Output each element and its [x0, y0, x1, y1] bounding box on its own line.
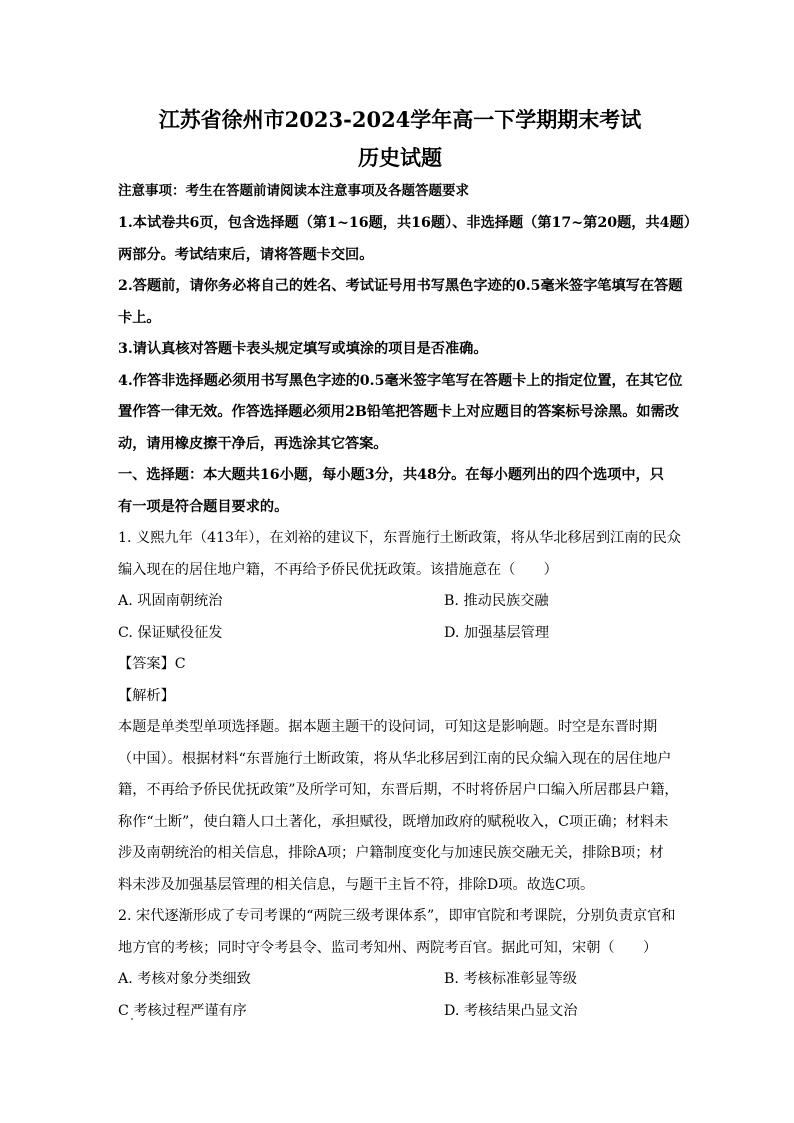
option-b: B. 考核标准彰显等级: [444, 971, 577, 987]
section-header-line: 有一项是符合题目要求的。: [118, 498, 289, 515]
options-row: [118, 964, 682, 996]
notice-line: 卡上。: [118, 309, 161, 326]
options-row: [118, 996, 682, 1028]
option-a: A. 考核对象分类细致: [118, 971, 251, 987]
question-1: [118, 523, 682, 901]
exam-title: 江苏省徐州市2023-2024学年高一下学期期末考试: [158, 107, 642, 132]
analysis-line: 称作“土断”，使白籍人口土著化，承担赋役，既增加政府的赋税收入，C项正确；材料未: [118, 813, 669, 830]
options-row: [118, 618, 682, 650]
notice-line: 置作答一律无效。作答选择题必须用2B铅笔把答题卡上对应题目的答案标号涂黑。如需改: [118, 404, 679, 420]
notice-line: 1.本试卷共6页，包含选择题（第1~16题，共16题）、非选择题（第17~第20题，共4题）: [118, 215, 698, 231]
analysis-line: 料未涉及加强基层管理的相关信息，与题干主旨不符，排除D项。故选C项。: [118, 876, 595, 893]
analysis-label: 【解析】: [118, 687, 175, 704]
section-header: [118, 460, 682, 523]
options-row: [118, 586, 682, 618]
exam-subject-title: 历史试题: [358, 145, 442, 170]
question-stem-line: 地方官的考核；同时守令考县令、监司考知州、两院考百官。据此可知，宋朝（ ）: [118, 939, 658, 956]
notice-line: 3.请认真核对答题卡表头规定填写或填涂的项目是否准确。: [118, 341, 488, 357]
question-stem-line: 1. 义熙九年（413年），在刘裕的建议下，东晋施行土断政策，将从华北移居到江南的民众: [118, 530, 681, 546]
option-b: B. 推动民族交融: [444, 593, 549, 609]
analysis-line: （中国）。根据材料“东晋施行土断政策，将从华北移居到江南的民众编入现在的居住地户: [118, 750, 672, 767]
notice-line: 2.答题前，请你务必将自己的姓名、考试证号用书写黑色字迹的0.5毫米签字笔填写在答题: [118, 278, 683, 294]
analysis-line: 本题是单类型单项选择题。据本题主题干的设问词，可知这是影响题。时空是东晋时期: [118, 719, 658, 735]
question-stem-line: 2. 宋代逐渐形成了专司考课的“两院三级考课体系”，即审官院和考课院，分别负责京官和: [118, 908, 676, 924]
notice-line: 两部分。考试结束后，请将答题卡交回。: [118, 246, 374, 263]
section-header-line: 一、选择题：本大题共16小题，每小题3分，共48分。在每小题列出的四个选项中，只: [118, 467, 664, 483]
option-c: C. 保证赋役征发: [118, 624, 223, 641]
notice-header: 注意事项：考生在答题前请阅读本注意事项及各题答题要求: [118, 183, 469, 199]
option-d: D. 考核结果凸显文治: [444, 1002, 578, 1019]
option-c: C 考核过程严谨有序: [118, 1002, 247, 1019]
answer-label: 【答案】C: [118, 656, 186, 672]
question-2: [118, 901, 682, 1027]
analysis-line: 籍，不再给予侨民优抚政策”及所学可知，东晋后期，不时将侨居户口编入所居郡县户籍，: [118, 782, 679, 798]
option-a: A. 巩固南朝统治: [118, 593, 223, 609]
analysis-line: 涉及南朝统治的相关信息，排除A项；户籍制度变化与加速民族交融无关，排除B项；材: [118, 845, 664, 861]
stray-mark: [131, 1018, 133, 1020]
question-stem-line: 编入现在的居住地户籍，不再给予侨民优抚政策。该措施意在（ ）: [118, 561, 558, 578]
notice-list: [118, 208, 698, 460]
option-d: D. 加强基层管理: [444, 624, 550, 641]
notice-line: 动，请用橡皮擦干净后，再选涂其它答案。: [118, 435, 388, 452]
notice-line: 4.作答非选择题必须用书写黑色字迹的0.5毫米签字笔写在答题卡上的指定位置，在其它位: [118, 372, 683, 389]
